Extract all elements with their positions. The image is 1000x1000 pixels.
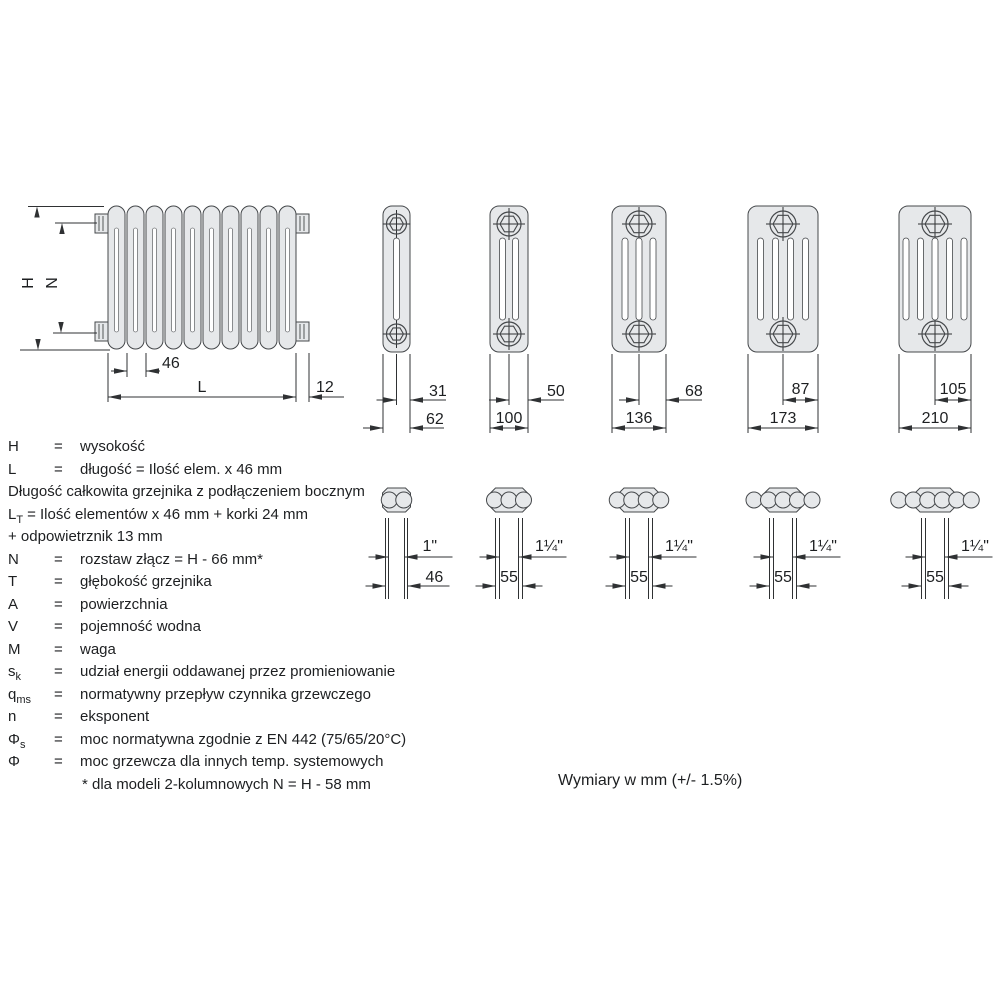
dim-label-length: L xyxy=(197,379,207,396)
legend-description: powierzchnia xyxy=(80,595,168,613)
top-view-3col xyxy=(476,488,567,599)
equals-sign: = xyxy=(54,753,63,770)
dim-label-hub-width: 55 xyxy=(500,569,518,586)
dim-label-hub-width: 55 xyxy=(630,569,648,586)
legend-description: * dla modeli 2-kolumnowych N = H - 58 mm xyxy=(82,775,371,793)
legend-row-H xyxy=(8,436,428,459)
column-tube-icon xyxy=(609,492,625,508)
equals-sign: = xyxy=(54,708,63,725)
symbol-legend xyxy=(8,436,428,796)
legend-description: eksponent xyxy=(80,708,150,725)
equals-sign: = xyxy=(54,685,63,703)
top-view-4col xyxy=(606,488,697,599)
legend-symbol: $q_{ms}$ xyxy=(8,685,32,706)
legend-row-T xyxy=(8,571,428,594)
legend-description: waga xyxy=(80,640,116,658)
legend-row-s xyxy=(8,661,428,684)
legend-description: moc grzewcza dla innych temp. systemowych xyxy=(80,753,384,770)
column-tube-icon xyxy=(905,492,921,508)
equals-sign: = xyxy=(54,438,63,455)
dim-label-half-depth: 87 xyxy=(791,381,810,398)
legend-symbol: M xyxy=(8,640,21,658)
equals-sign: = xyxy=(54,663,63,680)
column-tube-icon xyxy=(934,492,950,508)
legend-row-text-4 xyxy=(8,526,428,549)
column-tube-icon xyxy=(920,492,936,508)
dim-label-full-depth: 210 xyxy=(921,410,949,427)
legend-row-text-2 xyxy=(8,481,428,504)
legend-row-N xyxy=(8,549,428,572)
dim-label-thread: 1¼" xyxy=(809,538,837,555)
equals-sign: = xyxy=(54,640,63,658)
legend-row-Φ xyxy=(8,729,428,752)
dim-label-thread: 1¼" xyxy=(535,538,563,555)
dim-label-element-width: 46 xyxy=(162,355,180,372)
column-tube-icon xyxy=(638,492,654,508)
legend-symbol: $s_k$ xyxy=(8,663,21,683)
dim-label-half-depth: 68 xyxy=(685,383,703,400)
legend-symbol: n xyxy=(8,708,17,725)
equals-sign: = xyxy=(54,730,63,748)
legend-description: = Ilość elementów x 46 mm + korki 24 mm xyxy=(27,505,309,523)
dim-label-full-depth: 173 xyxy=(769,410,797,427)
dim-label-full-depth: 136 xyxy=(625,410,653,427)
legend-row-Φ xyxy=(8,751,428,774)
column-tube-icon xyxy=(487,492,503,508)
dim-label-half-depth: 50 xyxy=(547,383,565,400)
legend-symbol: H xyxy=(8,438,19,455)
legend-description: długość = Ilość elem. x 46 mm xyxy=(80,460,283,478)
legend-symbol: L xyxy=(8,460,17,478)
side-view-3col xyxy=(489,206,565,433)
top-view-5col xyxy=(746,488,841,599)
dim-label-full-depth: 62 xyxy=(426,411,444,428)
dim-label-thread: 1" xyxy=(422,538,438,555)
legend-description: Długość całkowita grzejnika z podłączeniem bocznym xyxy=(8,483,365,500)
dim-label-full-depth: 100 xyxy=(495,410,523,427)
legend-symbol: V xyxy=(8,618,19,635)
legend-row-L xyxy=(8,504,428,527)
legend-symbol: $\Phi_s$ xyxy=(8,730,26,751)
legend-symbol: A xyxy=(8,595,19,613)
column-tube-icon xyxy=(891,492,907,508)
legend-description: wysokość xyxy=(80,438,146,455)
column-tube-icon xyxy=(790,492,806,508)
legend-description: moc normatywna zgodnie z EN 442 (75/65/20°C) xyxy=(80,730,407,748)
legend-symbol: T xyxy=(8,573,18,590)
legend-row-V xyxy=(8,616,428,639)
dim-label-thread: 1¼" xyxy=(665,538,693,555)
legend-row-n xyxy=(8,706,428,729)
legend-description: + odpowietrznik 13 mm xyxy=(8,528,163,545)
legend-symbol: Φ xyxy=(8,753,20,770)
column-tube-icon xyxy=(746,492,762,508)
legend-description: pojemność wodna xyxy=(80,618,201,635)
column-tube-icon xyxy=(501,492,517,508)
column-tube-icon xyxy=(761,492,777,508)
equals-sign: = xyxy=(54,595,63,613)
dim-label-half-depth: 105 xyxy=(939,381,967,398)
legend-row-L xyxy=(8,459,428,482)
dim-label-hub-width: 55 xyxy=(774,569,792,586)
legend-row-A xyxy=(8,594,428,617)
legend-row-q xyxy=(8,684,428,707)
dim-label-thread: 1¼" xyxy=(961,538,989,555)
equals-sign: = xyxy=(54,573,63,590)
legend-description: udział energii oddawanej przez promieniowanie xyxy=(80,663,396,680)
column-tube-icon xyxy=(516,492,532,508)
dim-label-pitch: N xyxy=(44,277,61,289)
legend-description: normatywny przepływ czynnika grzewczego xyxy=(80,685,371,703)
side-view-6col xyxy=(899,206,971,433)
equals-sign: = xyxy=(54,618,63,635)
legend-row-M xyxy=(8,639,428,662)
radiator-front-view xyxy=(20,206,344,402)
column-tube-icon xyxy=(653,492,669,508)
legend-symbol: N xyxy=(8,550,19,568)
column-tube-icon xyxy=(804,492,820,508)
equals-sign: = xyxy=(54,460,63,478)
legend-row-text-15 xyxy=(8,774,428,797)
legend-description: rozstaw złącz = H - 66 mm* xyxy=(80,550,263,568)
dim-label-half-depth: 31 xyxy=(429,383,447,400)
column-tube-icon xyxy=(963,492,979,508)
dim-label-hub-width: 55 xyxy=(926,569,944,586)
side-view-4col xyxy=(612,206,703,433)
dim-label-hub-width: 46 xyxy=(425,569,444,586)
side-view-2col xyxy=(363,206,447,433)
dim-label-end-offset: 12 xyxy=(316,379,334,396)
dimensions-note: Wymiary w mm (+/- 1.5%) xyxy=(558,772,743,789)
legend-description: głębokość grzejnika xyxy=(80,573,212,590)
column-tube-icon xyxy=(624,492,640,508)
top-view-6col xyxy=(891,488,993,599)
column-tube-icon xyxy=(949,492,965,508)
side-view-5col xyxy=(748,206,818,433)
legend-symbol: $L_T$ xyxy=(8,505,24,526)
dim-label-height: H xyxy=(20,277,37,289)
column-tube-icon xyxy=(775,492,791,508)
equals-sign: = xyxy=(54,550,63,568)
